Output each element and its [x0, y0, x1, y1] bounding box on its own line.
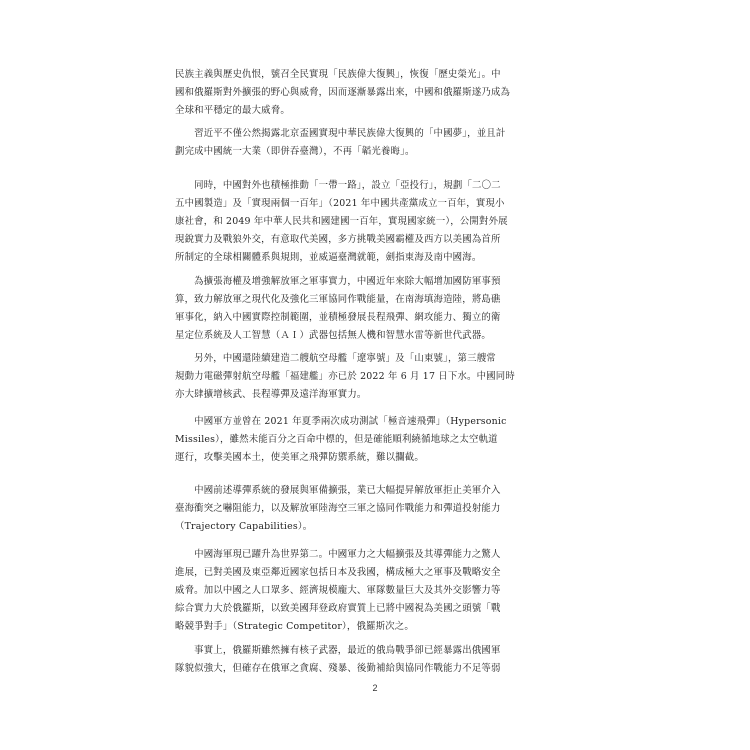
- text-line: 運行，攻擊美國本土，使美軍之飛彈防禦系統，難以攔截。: [175, 452, 424, 463]
- text-line: 劃完成中國統一大業（即併吞臺灣），不再「韜光養晦」。: [175, 146, 415, 157]
- text-line: 同時，中國對外也積極推動「一帶一路」，設立「亞投行」，規劃「二〇二: [175, 180, 501, 191]
- text-line: 習近平不僅公然揭露北京盃國實現中華民族偉大復興的「中國夢」，並且計: [175, 128, 506, 139]
- text-line: 威脅。加以中國之人口眾多、經濟規模龐大、軍隊數量巨大及其外交影響力等: [175, 585, 501, 596]
- text-line: 隊貌似強大，但確存在俄軍之貪腐、殘暴、後勤補給與協同作戰能力不足等弱: [175, 663, 501, 674]
- page-number: 2: [372, 683, 378, 693]
- text-line: 中國軍方並曾在 2021 年夏季兩次成功測試「極音速飛彈」（Hypersonic: [175, 416, 507, 427]
- text-line: 中國前述導彈系統的發展與軍備擴張，業已大幅提昇解放軍拒止美軍介入: [175, 485, 501, 496]
- text-line: 進展，已對美國及東亞鄰近國家包括日本及我國，構成極大之軍事及戰略安全: [175, 567, 501, 578]
- text-line: 略競爭對手」（Strategic Competitor），俄羅斯次之。: [175, 621, 414, 632]
- paragraph-4: [175, 273, 580, 345]
- paragraph-7: [175, 482, 580, 536]
- text-line: 全球和平穩定的最大威脅。: [175, 105, 290, 116]
- text-line: 另外，中國還陸續建造二艘航空母艦「遼寧號」及「山東號」，第三艘常: [175, 353, 496, 364]
- text-line: 民族主義與歷史仇恨，號召全民實現「民族偉大復興」，恢復「歷史榮光」。中: [175, 69, 501, 80]
- paragraph-9: [175, 642, 580, 678]
- paragraph-2: [175, 125, 580, 161]
- text-line: 軍事化，納入中國實際控制範圍，並積極發展長程飛彈、網攻能力、獨立的衛: [175, 312, 501, 323]
- paragraph-3: [175, 177, 580, 267]
- text-line: 亦大肆擴增核武、長程導彈及遠洋海軍實力。: [175, 389, 367, 400]
- text-line: 規動力電磁彈射航空母艦「福建艦」亦已於 2022 年 6 月 17 日下水。中國同時: [175, 371, 515, 382]
- text-line: 事實上，俄羅斯雖然擁有核子武器，最近的俄烏戰爭卻已經暴露出俄國軍: [175, 645, 501, 656]
- text-line: 為擴張海權及增強解放軍之軍事實力，中國近年來除大幅增加國防軍事預: [175, 276, 501, 287]
- text-line: 中國海軍現已躍升為世界第二。中國軍力之大幅擴張及其導彈能力之驚人: [175, 549, 501, 560]
- text-line: 星定位系統及人工智慧（ＡＩ）武器包括無人機和智慧水雷等新世代武器。: [175, 330, 491, 341]
- text-line: （Trajectory Capabilities）。: [175, 521, 313, 532]
- text-line: Missiles），雖然未能百分之百命中標的，但是確能順利繞循地球之太空軌道: [175, 434, 498, 445]
- paragraph-1: [175, 66, 580, 120]
- text-line: 所制定的全球相關體系與規則，並威逼臺灣就範，劍指東海及南中國海。: [175, 252, 482, 263]
- text-line: 五中國製造」及「實現兩個一百年」（2021 年中國共產黨成立一百年，實現小: [175, 198, 505, 209]
- text-line: 現銳實力及戰狼外交，有意取代美國，多方挑戰美國霸權及西方以美國為首所: [175, 234, 501, 245]
- text-line: 算，致力解放軍之現代化及強化三軍協同作戰能量，在南海填海造陸，將島礁: [175, 294, 501, 305]
- text-line: 綜合實力大於俄羅斯，以致美國拜登政府實質上已將中國視為美國之頭號「戰: [175, 603, 501, 614]
- text-line: 康社會，和 2049 年中華人民共和國建國一百年，實現國家統一），公開對外展: [175, 216, 508, 227]
- paragraph-8: [175, 546, 580, 636]
- text-line: 國和俄羅斯對外擴張的野心與威脅，因而逐漸暴露出來，中國和俄羅斯遂乃成為: [175, 87, 511, 98]
- paragraph-6: [175, 413, 580, 467]
- paragraph-5: [175, 350, 580, 404]
- text-line: 臺海衝突之嚇阻能力，以及解放軍陸海空三軍之協同作戰能力和彈道投射能力: [175, 503, 501, 514]
